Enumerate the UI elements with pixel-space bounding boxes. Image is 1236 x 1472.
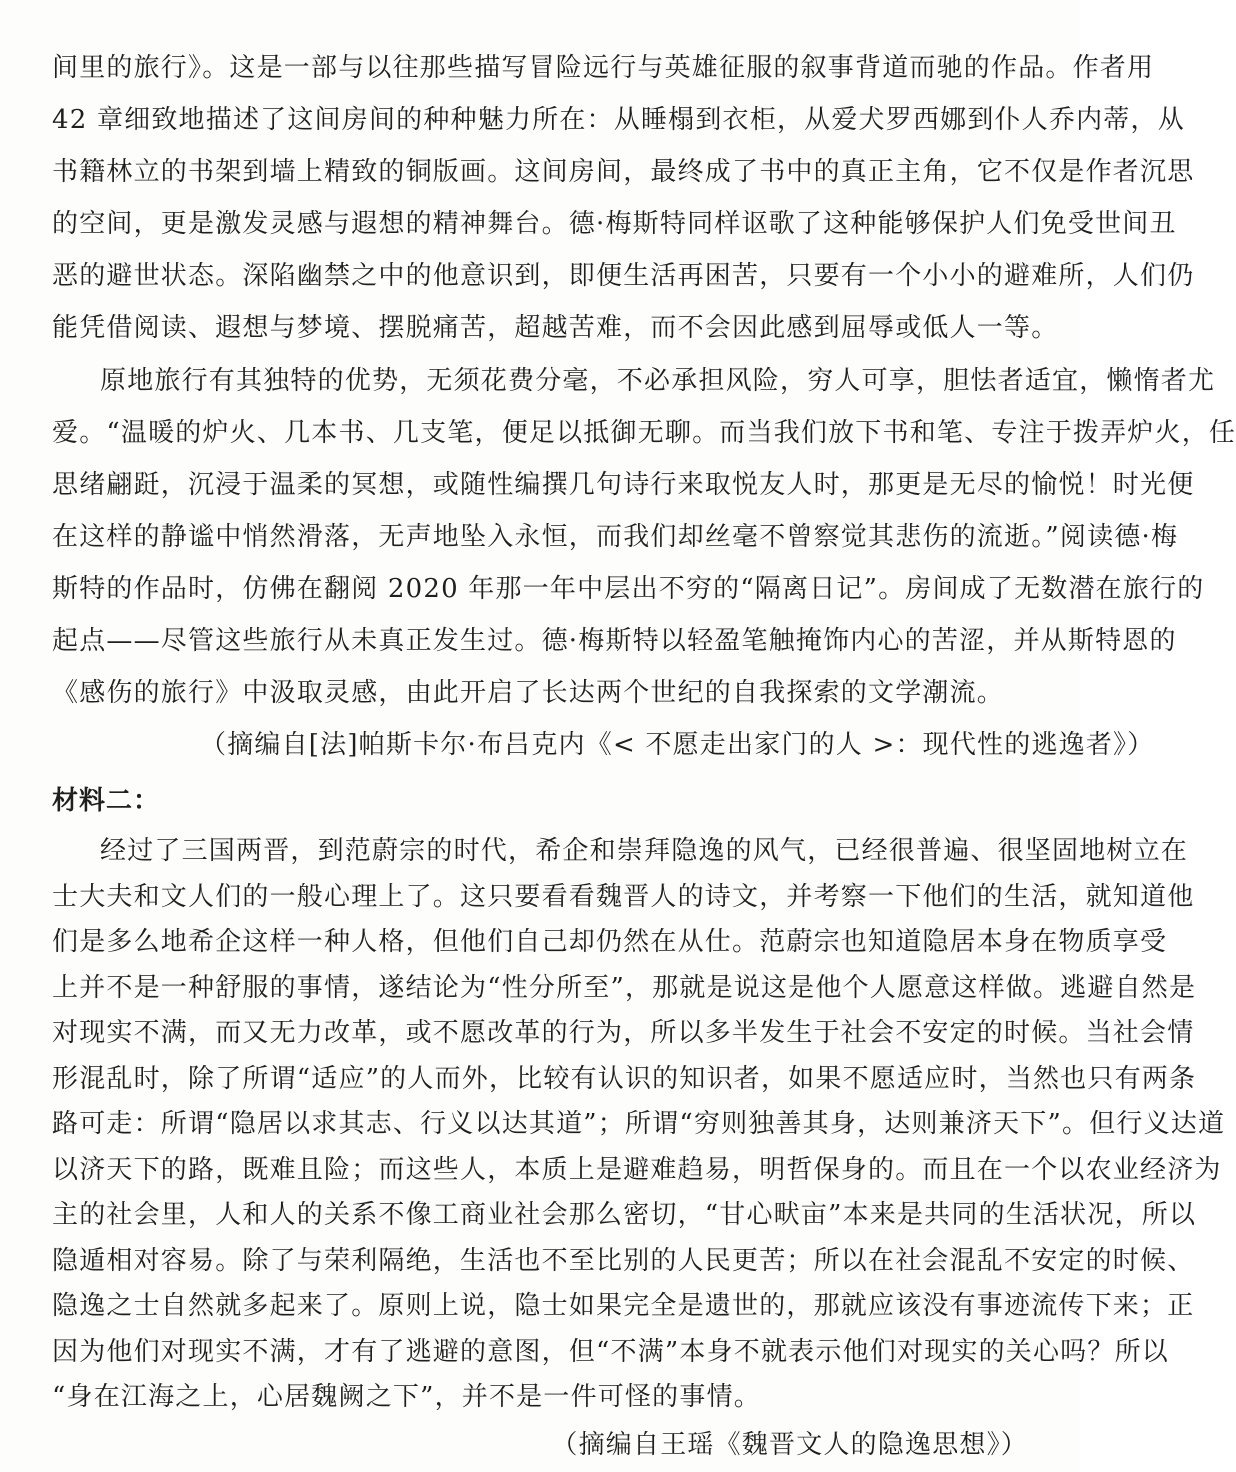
text-line: 士大夫和文人们的一般心理上了。这只要看看魏晋人的诗文，并考察一下他们的生活，就知道他: [52, 882, 1195, 912]
text-line: 因为他们对现实不满，才有了逃避的意图，但“不满”本身不就表示他们对现实的关心吗？所以: [52, 1337, 1169, 1367]
text-line: 主的社会里，人和人的关系不像工商业社会那么密切，“甘心畎亩”本来是共同的生活状况，所以: [52, 1200, 1197, 1230]
text-line: 起点——尽管这些旅行从未真正发生过。德·梅斯特以轻盈笔触掩饰内心的苦涩，并从斯特恩的: [52, 626, 1177, 656]
text-line: 《感伤的旅行》中汲取灵感，由此开启了长达两个世纪的自我探索的文学潮流。: [52, 678, 1005, 708]
text-line: 能凭借阅读、遐想与梦境、摆脱痛苦，超越苦难，而不会因此感到屈辱或低人一等。: [52, 313, 1059, 343]
text-line: 以济天下的路，既难且险；而这些人，本质上是避难趋易，明哲保身的。而且在一个以农业经济为: [52, 1155, 1222, 1185]
text-line: 的空间，更是激发灵感与遐想的精神舞台。德·梅斯特同样讴歌了这种能够保护人们免受世间丑: [52, 209, 1177, 239]
text-line: 隐遁相对容易。除了与荣利隔绝，生活也不至比别的人民更苦；所以在社会混乱不安定的时候、: [52, 1246, 1195, 1276]
source-citation: （摘编自王瑶《魏晋文人的隐逸思想》）: [551, 1430, 1028, 1460]
text-line: 在这样的静谧中悄然滑落，无声地坠入永恒，而我们却丝毫不曾察觉其悲伤的流逝。”阅读德·梅: [52, 522, 1179, 552]
section-title: 材料二：: [52, 786, 161, 816]
text-line: 思绪翩跹，沉浸于温柔的冥想，或随性编撰几句诗行来取悦友人时，那更是无尽的愉悦！时光便: [52, 470, 1195, 500]
text-line: “身在江海之上，心居魏阙之下”，并不是一件可怪的事情。: [52, 1382, 761, 1412]
text-line: 书籍林立的书架到墙上精致的铜版画。这间房间，最终成了书中的真正主角，它不仅是作者沉思: [52, 157, 1195, 187]
text-line: 对现实不满，而又无力改革，或不愿改革的行为，所以多半发生于社会不安定的时候。当社会情: [52, 1018, 1195, 1048]
text-line: 们是多么地希企这样一种人格，但他们自己却仍然在从仕。范蔚宗也知道隐居本身在物质享受: [52, 927, 1168, 957]
text-line: 42 章细致地描述了这间房间的种种魅力所在：从睡榻到衣柜，从爱犬罗西娜到仆人乔内蒂，从: [52, 105, 1185, 135]
text-line: 斯特的作品时，仿佛在翻阅 2020 年那一年中层出不穷的“隔离日记”。房间成了无数潜在旅行的: [52, 574, 1205, 604]
text-line: 形混乱时，除了所谓“适应”的人而外，比较有认识的知识者，如果不愿适应时，当然也只有两条: [52, 1064, 1197, 1094]
text-line: 经过了三国两晋，到范蔚宗的时代，希企和崇拜隐逸的风气，已经很普遍、很坚固地树立在: [100, 836, 1189, 866]
text-line: 恶的避世状态。深陷幽禁之中的他意识到，即便生活再困苦，只要有一个小小的避难所，人们仍: [52, 261, 1195, 291]
source-citation: （摘编自[法]帕斯卡尔·布吕克内《< 不愿走出家门的人 >：现代性的逃逸者》）: [200, 730, 1155, 760]
text-line: 上并不是一种舒服的事情，遂结论为“性分所至”，那就是说这是他个人愿意这样做。逃避自然是: [52, 973, 1197, 1003]
text-line: 原地旅行有其独特的优势，无须花费分毫，不必承担风险，穷人可享，胆怯者适宜，懒惰者尤: [100, 366, 1216, 396]
text-line: 爱。“温暖的炉火、几本书、几支笔，便足以抵御无聊。而当我们放下书和笔、专注于拨弄炉火，任: [52, 418, 1236, 448]
text-line: 间里的旅行》。这是一部与以往那些描写冒险远行与英雄征服的叙事背道而驰的作品。作者用: [52, 53, 1155, 83]
text-line: 路可走：所谓“隐居以求其志、行义以达其道”；所谓“穷则独善其身，达则兼济天下”。但行义达道: [52, 1109, 1226, 1139]
text-line: 隐逸之士自然就多起来了。原则上说，隐士如果完全是遗世的，那就应该没有事迹流传下来；正: [52, 1291, 1195, 1321]
